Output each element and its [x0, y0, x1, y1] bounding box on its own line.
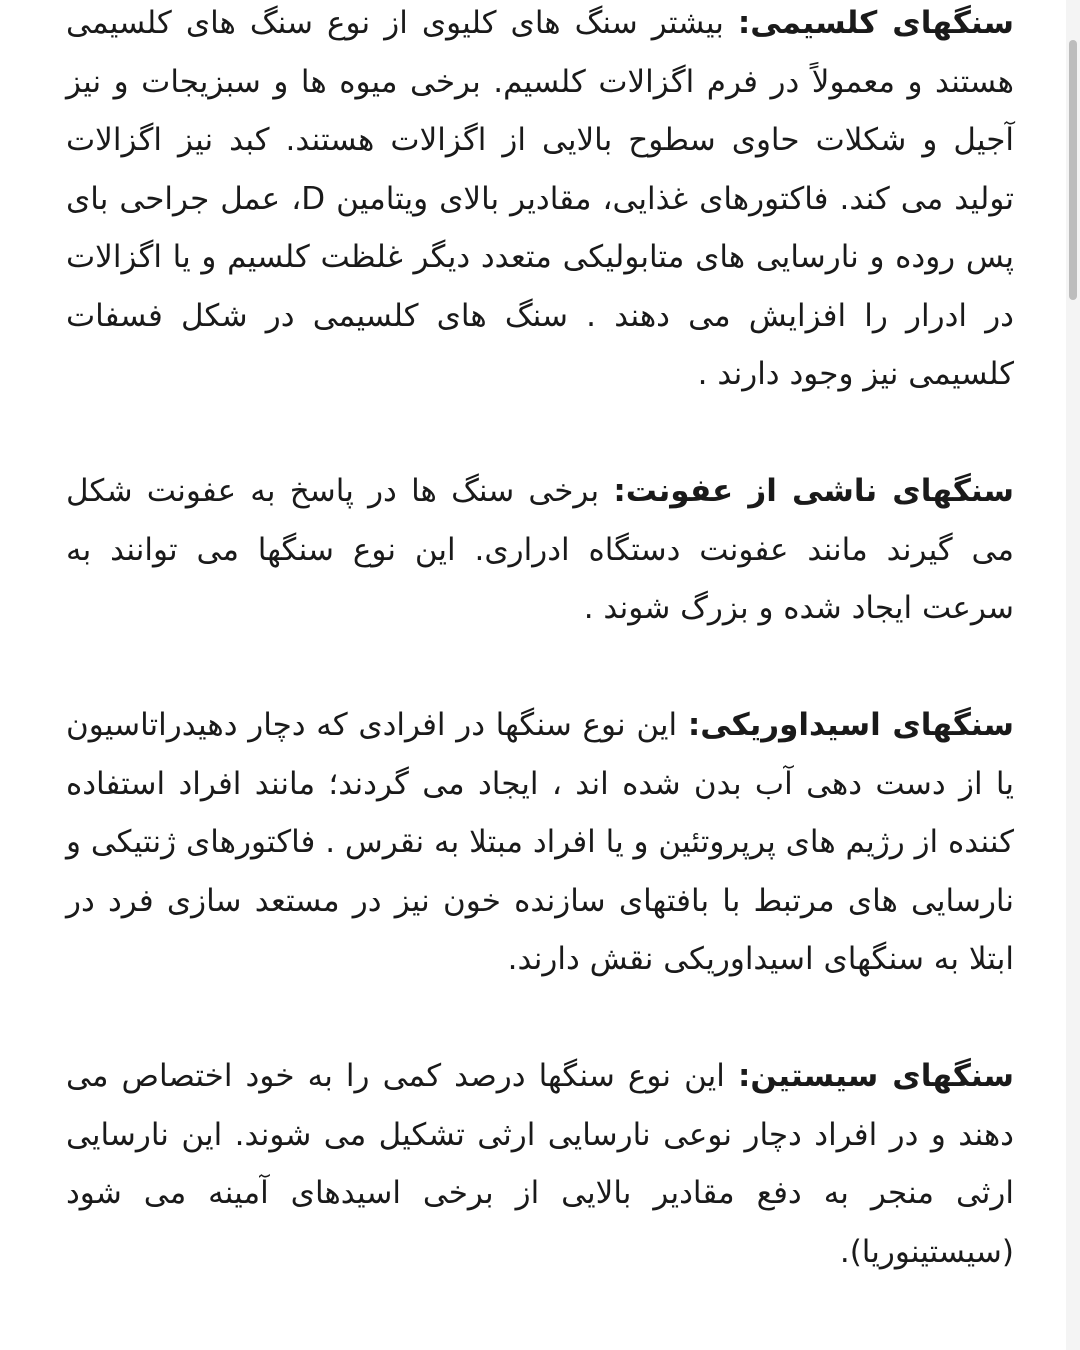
paragraph-uric-acid-stones [66, 696, 1014, 989]
paragraph-body: این نوع سنگها درصد کمی را به خود اختصاص می دهند و در افراد دچار نوعی نارسایی ارثی تشکیل می شوند. این نارسایی ارثی منجر به دفع مقادیر بالایی از برخی اسیدهای آمینه می شود (سیستینوریا). [66, 1058, 1014, 1270]
paragraph-cystine-stones [66, 1047, 1014, 1281]
paragraph-heading: سنگهای کلسیمی: [737, 5, 1014, 41]
paragraph-heading: سنگهای اسیداوریکی: [687, 707, 1014, 743]
paragraph-infection-stones [66, 462, 1014, 638]
scrollbar-thumb[interactable] [1069, 40, 1077, 300]
paragraph-body: برخی سنگ ها در پاسخ به عفونت شکل می گیرند مانند عفونت دستگاه ادراری. این نوع سنگها می توانند به سرعت ایجاد شده و بزرگ شوند . [66, 473, 1014, 626]
paragraph-body: این نوع سنگها در افرادی که دچار دهیدراتاسیون یا از دست دهی آب بدن شده اند ، ایجاد می گردند؛ مانند افراد استفاده کننده از رژیم های پرپروتئین و یا افراد مبتلا به نقرس . فاکتورهای ژنتیکی و نارسایی های مرتبط با بافتهای سازنده خون نیز در مستعد سازی فرد در ابتلا به سنگهای اسیداوریکی نقش دارند. [66, 707, 1014, 977]
paragraph-heading: سنگهای ناشی از عفونت: [613, 473, 1014, 509]
paragraph-calcium-stones [66, 0, 1014, 404]
paragraph-heading: سنگهای سیستین: [738, 1058, 1014, 1094]
scrollbar[interactable] [1066, 0, 1080, 1350]
article-text [66, 0, 1014, 1340]
paragraph-body: بیشتر سنگ های کلیوی از نوع سنگ های کلسیمی هستند و معمولاً در فرم اگزالات کلسیم. برخی میوه ها و سبزیجات و نیز آجیل و شکلات حاوی سطوح بالایی از اگزالات هستند. کبد نیز اگزالات تولید می کند. فاکتورهای غذایی، مقادیر بالای ویتامین D، عمل جراحی بای پس روده و نارسایی های متابولیکی متعدد دیگر غلظت کلسیم و یا اگزالات در ادرار را افزایش می دهند . سنگ های کلسیمی در شکل فسفات کلسیمی نیز وجود دارند . [66, 5, 1014, 392]
